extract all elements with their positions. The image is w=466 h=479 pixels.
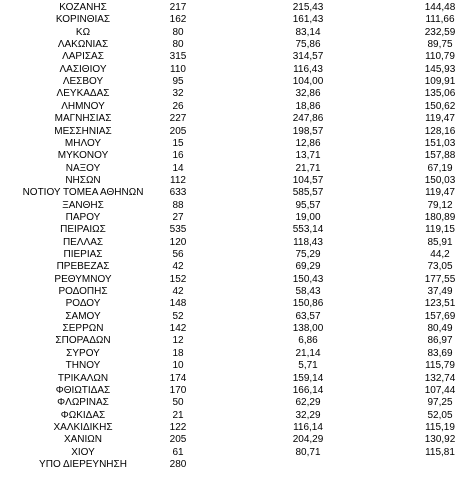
table-row	[0, 224, 466, 236]
average-value: 21,14	[295, 347, 321, 359]
cases-value: 21	[172, 409, 184, 421]
region-name: ΜΕΣΣΗΝΙΑΣ	[54, 125, 112, 137]
table-row	[0, 138, 466, 150]
cases-value: 32	[172, 88, 184, 100]
table-row	[0, 373, 466, 385]
average-value: 553,14	[292, 224, 324, 236]
cases-value: 152	[169, 273, 187, 285]
cases-value: 205	[169, 125, 187, 137]
table-row	[0, 360, 466, 372]
average-value: 314,57	[292, 51, 324, 63]
cases-value: 26	[172, 100, 184, 112]
rate-value: 86,97	[427, 335, 453, 347]
cases-value: 205	[169, 434, 187, 446]
cases-value: 120	[169, 236, 187, 248]
region-name: ΜΑΓΝΗΣΙΑΣ	[54, 113, 112, 125]
average-value: 585,57	[292, 187, 324, 199]
table-row	[0, 397, 466, 409]
rate-value: 115,79	[425, 360, 455, 372]
cases-value: 170	[169, 384, 187, 396]
average-value: 166,14	[292, 384, 324, 396]
cases-value: 42	[172, 286, 184, 298]
table-row	[0, 385, 466, 397]
region-name: ΣΥΡΟΥ	[66, 347, 100, 359]
cases-value: 148	[169, 298, 187, 310]
average-value: 13,71	[295, 150, 321, 162]
average-value: 5,71	[298, 360, 318, 372]
rate-value: 73,05	[427, 261, 453, 273]
cases-value: 95	[172, 76, 184, 88]
cases-value: 174	[169, 372, 187, 384]
region-name: ΡΟΔΟΥ	[65, 298, 101, 310]
cases-value: 52	[172, 310, 184, 322]
table-row	[0, 175, 466, 187]
table-row	[0, 113, 466, 125]
table-row	[0, 212, 466, 224]
table-row	[0, 76, 466, 88]
region-name: ΛΑΚΩΝΙΑΣ	[57, 39, 109, 51]
average-value: 198,57	[292, 125, 324, 137]
average-value: 104,00	[292, 76, 324, 88]
rate-value: 80,49	[427, 323, 453, 335]
table-row	[0, 274, 466, 286]
region-name: ΦΘΙΩΤΙΔΑΣ	[55, 384, 111, 396]
region-name: ΛΑΣΙΘΙΟΥ	[59, 63, 107, 75]
region-name: ΛΗΜΝΟΥ	[61, 100, 105, 112]
average-value: 32,86	[295, 88, 321, 100]
average-value: 19,00	[295, 211, 321, 223]
rate-value: 79,12	[427, 199, 453, 211]
table-row	[0, 298, 466, 310]
rate-value: 150,62	[424, 100, 456, 112]
cases-value: 633	[169, 187, 187, 199]
table-row	[0, 459, 466, 471]
average-value: 75,29	[295, 249, 321, 260]
table-row	[0, 311, 466, 323]
cases-value: 122	[169, 421, 187, 433]
average-value: 116,43	[293, 63, 323, 75]
average-value: 18,86	[295, 100, 321, 112]
region-name: ΝΗΣΩΝ	[65, 174, 101, 186]
table-row	[0, 14, 466, 26]
region-name: ΜΗΛΟΥ	[64, 137, 102, 149]
average-value: 161,43	[292, 14, 324, 26]
region-name: ΠΡΕΒΕΖΑΣ	[56, 261, 110, 273]
rate-value: 123,51	[424, 298, 456, 310]
region-name: ΣΕΡΡΩΝ	[62, 323, 104, 335]
rate-value: 119,15	[425, 224, 455, 236]
cases-value: 80	[172, 39, 184, 51]
table-row	[0, 187, 466, 199]
table-row	[0, 163, 466, 175]
rate-value: 85,91	[427, 236, 453, 248]
region-name: ΠΕΛΛΑΣ	[62, 236, 104, 248]
cases-value: 162	[169, 14, 187, 26]
table-row	[0, 348, 466, 360]
region-name: ΣΑΜΟΥ	[65, 310, 101, 322]
table-row	[0, 237, 466, 249]
table-row	[0, 101, 466, 113]
average-value: 62,29	[295, 397, 321, 409]
table-row	[0, 422, 466, 434]
rate-value: 97,25	[427, 397, 453, 409]
table-row	[0, 150, 466, 162]
average-value: 150,43	[292, 273, 324, 285]
rate-value: 157,88	[424, 150, 456, 162]
region-name: ΤΡΙΚΑΛΩΝ	[57, 372, 109, 384]
rate-value: 110,79	[425, 51, 455, 63]
average-value: 150,86	[292, 298, 324, 310]
cases-value: 80	[172, 26, 184, 38]
region-name: ΧΑΝΙΩΝ	[63, 434, 103, 446]
region-name: ΝΟΤΙΟΥ ΤΟΜΕΑ ΑΘΗΝΩΝ	[22, 187, 144, 199]
table-row	[0, 39, 466, 51]
cases-value: 535	[169, 224, 187, 236]
average-value: 138,00	[292, 323, 324, 335]
average-value: 116,14	[293, 421, 323, 433]
cases-value: 14	[172, 162, 184, 174]
region-name: ΝΑΞΟΥ	[65, 162, 101, 174]
region-name: ΣΠΟΡΑΔΩΝ	[55, 335, 111, 347]
rate-value: 119,47	[425, 113, 455, 125]
cases-value: 15	[172, 137, 184, 149]
table-row	[0, 51, 466, 63]
cases-value: 18	[172, 347, 184, 359]
rate-value: 132,74	[424, 372, 456, 384]
region-name: ΠΙΕΡΙΑΣ	[63, 249, 103, 260]
rate-value: 144,48	[424, 2, 456, 13]
region-name: ΠΕΙΡΑΙΩΣ	[60, 224, 106, 236]
table-row	[0, 27, 466, 39]
table-row	[0, 126, 466, 138]
cases-value: 50	[172, 397, 184, 409]
rate-value: 151,03	[424, 137, 456, 149]
average-value: 104,57	[292, 174, 324, 186]
region-name: ΧΙΟΥ	[71, 446, 95, 458]
rate-value: 130,92	[424, 434, 456, 446]
table-row	[0, 447, 466, 459]
rate-value: 177,55	[424, 273, 456, 285]
region-name: ΤΗΝΟΥ	[65, 360, 101, 372]
average-value: 80,71	[295, 446, 321, 458]
table-row	[0, 64, 466, 76]
cases-value: 16	[172, 150, 184, 162]
region-name: ΚΟΖΑΝΗΣ	[59, 2, 107, 13]
rate-value: 135,06	[424, 88, 456, 100]
region-name: ΦΛΩΡΙΝΑΣ	[57, 397, 109, 409]
rate-value: 67,19	[427, 162, 453, 174]
region-name: ΛΕΣΒΟΥ	[62, 76, 104, 88]
region-name: ΚΩ	[75, 26, 91, 38]
rate-value: 109,91	[424, 76, 456, 88]
cases-value: 56	[172, 249, 184, 260]
rate-value: 128,16	[424, 125, 456, 137]
rate-value: 232,59	[424, 26, 456, 38]
region-name: ΛΕΥΚΑΔΑΣ	[56, 88, 110, 100]
region-name: ΧΑΛΚΙΔΙΚΗΣ	[53, 421, 113, 433]
average-value: 83,14	[295, 26, 321, 38]
rate-value: 150,03	[424, 174, 456, 186]
table-row	[0, 323, 466, 335]
cases-value: 110	[170, 63, 186, 75]
average-value: 58,43	[295, 286, 321, 298]
cases-value: 142	[169, 323, 187, 335]
cases-value: 61	[172, 446, 184, 458]
cases-value: 88	[172, 199, 184, 211]
table-row	[0, 261, 466, 273]
region-name: ΜΥΚΟΝΟΥ	[57, 150, 109, 162]
rate-value: 111,66	[425, 14, 455, 26]
rate-value: 44,2	[430, 249, 450, 260]
table-row	[0, 200, 466, 212]
rate-value: 89,75	[427, 39, 453, 51]
table-row	[0, 335, 466, 347]
average-value: 118,43	[293, 236, 323, 248]
cases-value: 10	[172, 360, 184, 372]
region-name: ΡΕΘΥΜΝΟΥ	[54, 273, 112, 285]
cases-value: 42	[172, 261, 184, 273]
average-value: 95,57	[295, 199, 321, 211]
rate-value: 52,05	[427, 409, 453, 421]
average-value: 12,86	[295, 137, 321, 149]
cases-value: 112	[170, 174, 186, 186]
cases-value: 27	[172, 211, 184, 223]
average-value: 21,71	[295, 162, 321, 174]
cases-value: 227	[169, 113, 187, 125]
average-value: 32,29	[295, 409, 321, 421]
region-name: ΠΑΡΟΥ	[65, 211, 101, 223]
rate-value: 145,93	[424, 63, 456, 75]
rate-value: 115,19	[425, 421, 455, 433]
rate-value: 107,44	[424, 384, 456, 396]
average-value: 6,86	[298, 335, 318, 347]
rate-value: 180,89	[424, 211, 456, 223]
region-name: ΡΟΔΟΠΗΣ	[58, 286, 108, 298]
cases-value: 217	[169, 2, 187, 13]
table-row	[0, 434, 466, 446]
table-row	[0, 88, 466, 100]
average-value: 247,86	[292, 113, 324, 125]
table-row	[0, 2, 466, 14]
cases-value: 12	[172, 335, 184, 347]
average-value: 204,29	[292, 434, 324, 446]
rate-value: 157,69	[424, 310, 456, 322]
cases-value: 280	[169, 458, 187, 470]
rate-value: 37,49	[427, 286, 453, 298]
region-name: ΚΟΡΙΝΘΙΑΣ	[55, 14, 111, 26]
rate-value: 115,81	[425, 446, 455, 458]
average-value: 63,57	[295, 310, 321, 322]
average-value: 159,14	[292, 372, 324, 384]
cases-value: 315	[169, 51, 187, 63]
average-value: 69,29	[295, 261, 321, 273]
average-value: 215,43	[292, 2, 324, 13]
region-name: ΦΩΚΙΔΑΣ	[60, 409, 106, 421]
average-value: 75,86	[295, 39, 321, 51]
table-row	[0, 410, 466, 422]
region-name: ΛΑΡΙΣΑΣ	[62, 51, 104, 63]
region-name: ΞΑΝΘΗΣ	[62, 199, 104, 211]
region-name: ΥΠΟ ΔΙΕΡΕΥΝΗΣΗ	[39, 458, 127, 470]
table-row	[0, 286, 466, 298]
rate-value: 83,69	[427, 347, 453, 359]
rate-value: 119,47	[425, 187, 455, 199]
table-row	[0, 249, 466, 261]
